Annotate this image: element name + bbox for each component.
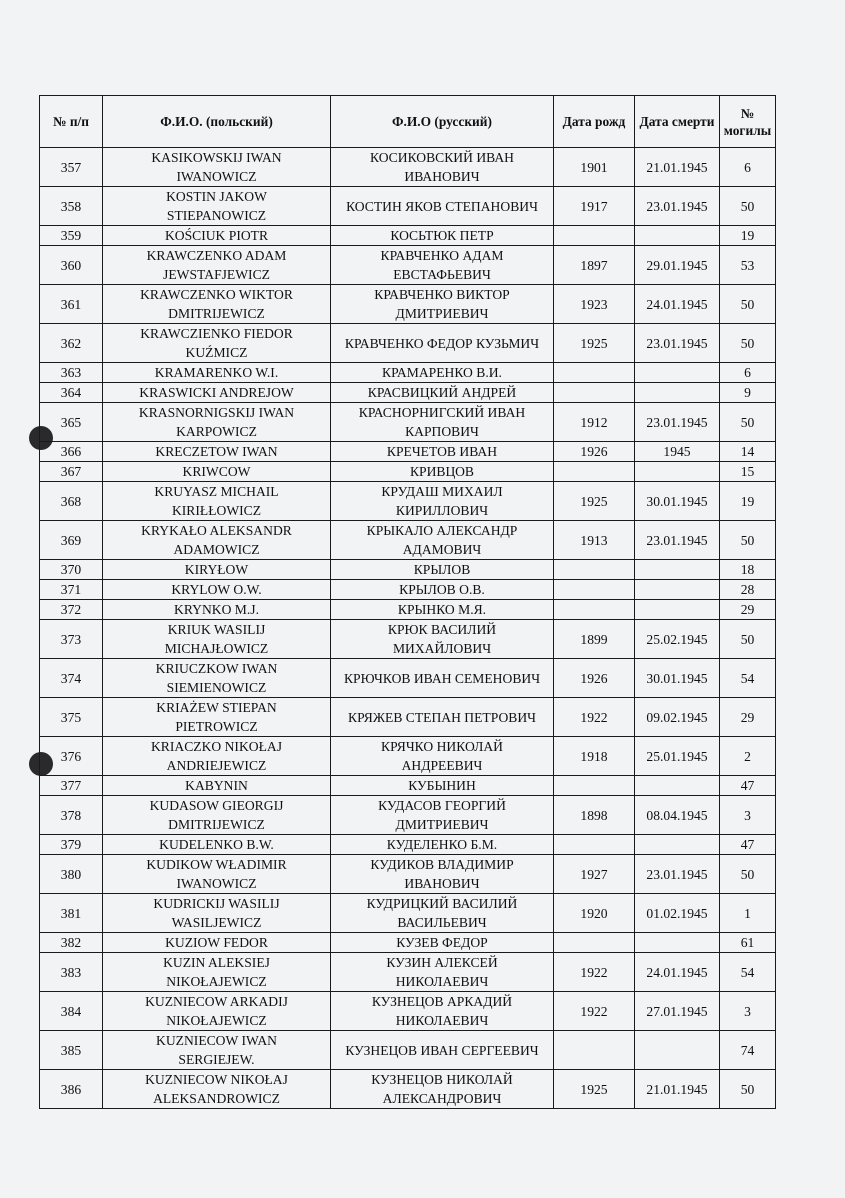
table-row [40,403,776,442]
name-polish-cell: KRAWCZIENKO FIEDOR KUŹMICZ [103,324,331,363]
row-number-cell: 377 [40,776,103,796]
birth-year-cell: 1925 [554,1070,635,1109]
death-date-cell [635,600,720,620]
name-polish-cell: KOŚCIUK PIOTR [103,226,331,246]
name-polish-cell: KRASWICKI ANDREJOW [103,383,331,403]
grave-number-cell: 54 [720,953,776,992]
birth-year-cell: 1922 [554,698,635,737]
birth-year-cell: 1927 [554,855,635,894]
grave-number-cell: 6 [720,363,776,383]
table-row [40,462,776,482]
name-polish-cell: KABYNIN [103,776,331,796]
birth-year-cell [554,600,635,620]
death-date-cell [635,462,720,482]
header-grave-number: № могилы [720,96,776,148]
name-russian-cell: КРИВЦОВ [331,462,554,482]
grave-number-cell: 19 [720,482,776,521]
name-polish-cell: KRAWCZENKO ADAM JEWSTAFJEWICZ [103,246,331,285]
row-number-cell: 371 [40,580,103,600]
name-russian-cell: КРАВЧЕНКО ВИКТОР ДМИТРИЕВИЧ [331,285,554,324]
table-row [40,1070,776,1109]
row-number-cell: 360 [40,246,103,285]
name-polish-cell: KUZNIECOW NIKOŁAJ ALEKSANDROWICZ [103,1070,331,1109]
grave-number-cell: 3 [720,992,776,1031]
row-number-cell: 384 [40,992,103,1031]
grave-number-cell: 47 [720,835,776,855]
name-russian-cell: КРЯЧКО НИКОЛАЙ АНДРЕЕВИЧ [331,737,554,776]
grave-number-cell: 50 [720,403,776,442]
table-row [40,796,776,835]
death-date-cell: 23.01.1945 [635,855,720,894]
row-number-cell: 362 [40,324,103,363]
row-number-cell: 370 [40,560,103,580]
name-polish-cell: KIRYŁOW [103,560,331,580]
name-polish-cell: KASIKOWSKIJ IWAN IWANOWICZ [103,148,331,187]
death-date-cell [635,835,720,855]
table-row [40,442,776,462]
death-date-cell [635,933,720,953]
row-number-cell: 368 [40,482,103,521]
birth-year-cell: 1917 [554,187,635,226]
header-birth-year: Дата рожд [554,96,635,148]
birth-year-cell [554,776,635,796]
table-row [40,659,776,698]
grave-number-cell: 14 [720,442,776,462]
birth-year-cell [554,383,635,403]
grave-number-cell: 18 [720,560,776,580]
burial-register-table [39,95,776,1109]
name-polish-cell: KOSTIN JAKOW STIEPANOWICZ [103,187,331,226]
name-russian-cell: КРАМАРЕНКО В.И. [331,363,554,383]
grave-number-cell: 50 [720,324,776,363]
name-polish-cell: KUDELENKO B.W. [103,835,331,855]
name-polish-cell: KUZNIECOW IWAN SERGIEJEW. [103,1031,331,1070]
grave-number-cell: 15 [720,462,776,482]
name-russian-cell: КУЗНЕЦОВ ИВАН СЕРГЕЕВИЧ [331,1031,554,1070]
name-polish-cell: KRYKAŁO ALEKSANDR ADAMOWICZ [103,521,331,560]
name-russian-cell: КРЫЛОВ [331,560,554,580]
name-polish-cell: KRAWCZENKO WIKTOR DMITRIJEWICZ [103,285,331,324]
birth-year-cell [554,835,635,855]
row-number-cell: 378 [40,796,103,835]
birth-year-cell: 1901 [554,148,635,187]
name-polish-cell: KRIUCZKOW IWAN SIEMIENOWICZ [103,659,331,698]
grave-number-cell: 53 [720,246,776,285]
table-row [40,835,776,855]
death-date-cell: 27.01.1945 [635,992,720,1031]
row-number-cell: 376 [40,737,103,776]
name-polish-cell: KRECZETOW IWAN [103,442,331,462]
death-date-cell: 23.01.1945 [635,324,720,363]
row-number-cell: 386 [40,1070,103,1109]
grave-number-cell: 29 [720,600,776,620]
table-row [40,580,776,600]
name-polish-cell: KUZIOW FEDOR [103,933,331,953]
birth-year-cell: 1926 [554,659,635,698]
row-number-cell: 385 [40,1031,103,1070]
death-date-cell: 25.02.1945 [635,620,720,659]
name-russian-cell: КРАСНОРНИГСКИЙ ИВАН КАРПОВИЧ [331,403,554,442]
birth-year-cell: 1922 [554,992,635,1031]
birth-year-cell [554,933,635,953]
birth-year-cell [554,363,635,383]
row-number-cell: 379 [40,835,103,855]
header-number: № п/п [40,96,103,148]
death-date-cell: 21.01.1945 [635,148,720,187]
grave-number-cell: 61 [720,933,776,953]
name-russian-cell: КУЗЕВ ФЕДОР [331,933,554,953]
death-date-cell [635,363,720,383]
table-row [40,226,776,246]
name-russian-cell: КРАВЧЕНКО ФЕДОР КУЗЬМИЧ [331,324,554,363]
row-number-cell: 364 [40,383,103,403]
death-date-cell [635,226,720,246]
grave-number-cell: 50 [720,620,776,659]
death-date-cell: 25.01.1945 [635,737,720,776]
birth-year-cell: 1913 [554,521,635,560]
name-russian-cell: КУЗНЕЦОВ НИКОЛАЙ АЛЕКСАНДРОВИЧ [331,1070,554,1109]
name-russian-cell: КУДЕЛЕНКО Б.М. [331,835,554,855]
death-date-cell [635,560,720,580]
name-polish-cell: KUDRICKIJ WASILIJ WASILJEWICZ [103,894,331,933]
death-date-cell: 30.01.1945 [635,659,720,698]
row-number-cell: 369 [40,521,103,560]
name-russian-cell: КОСТИН ЯКОВ СТЕПАНОВИЧ [331,187,554,226]
birth-year-cell: 1920 [554,894,635,933]
name-russian-cell: КРЯЖЕВ СТЕПАН ПЕТРОВИЧ [331,698,554,737]
birth-year-cell: 1923 [554,285,635,324]
grave-number-cell: 1 [720,894,776,933]
birth-year-cell: 1912 [554,403,635,442]
row-number-cell: 367 [40,462,103,482]
grave-number-cell: 28 [720,580,776,600]
name-russian-cell: КРЫЛОВ О.В. [331,580,554,600]
row-number-cell: 382 [40,933,103,953]
header-name-polish: Ф.И.О. (польский) [103,96,331,148]
name-polish-cell: KRUYASZ MICHAIL KIRIŁŁOWICZ [103,482,331,521]
birth-year-cell: 1897 [554,246,635,285]
table-row [40,324,776,363]
table-row [40,855,776,894]
table-row [40,363,776,383]
name-russian-cell: КРЕЧЕТОВ ИВАН [331,442,554,462]
birth-year-cell: 1925 [554,482,635,521]
birth-year-cell: 1922 [554,953,635,992]
birth-year-cell [554,560,635,580]
name-russian-cell: КРЮК ВАСИЛИЙ МИХАЙЛОВИЧ [331,620,554,659]
birth-year-cell [554,226,635,246]
table-row [40,246,776,285]
name-russian-cell: КРУДАШ МИХАИЛ КИРИЛЛОВИЧ [331,482,554,521]
death-date-cell: 21.01.1945 [635,1070,720,1109]
death-date-cell: 29.01.1945 [635,246,720,285]
table-row [40,187,776,226]
name-russian-cell: КУБЫНИН [331,776,554,796]
birth-year-cell [554,580,635,600]
row-number-cell: 381 [40,894,103,933]
birth-year-cell: 1898 [554,796,635,835]
grave-number-cell: 50 [720,187,776,226]
table-row [40,737,776,776]
table-row [40,521,776,560]
row-number-cell: 357 [40,148,103,187]
death-date-cell [635,383,720,403]
death-date-cell: 23.01.1945 [635,521,720,560]
death-date-cell: 1945 [635,442,720,462]
name-russian-cell: КРАСВИЦКИЙ АНДРЕЙ [331,383,554,403]
name-russian-cell: КРЫНКО М.Я. [331,600,554,620]
grave-number-cell: 54 [720,659,776,698]
grave-number-cell: 19 [720,226,776,246]
name-russian-cell: КОСИКОВСКИЙ ИВАН ИВАНОВИЧ [331,148,554,187]
table-row [40,953,776,992]
row-number-cell: 361 [40,285,103,324]
death-date-cell [635,1031,720,1070]
name-polish-cell: KRAMARENKO W.I. [103,363,331,383]
name-russian-cell: КРАВЧЕНКО АДАМ ЕВСТАФЬЕВИЧ [331,246,554,285]
row-number-cell: 375 [40,698,103,737]
name-polish-cell: KUZIN ALEKSIEJ NIKOŁAJEWICZ [103,953,331,992]
row-number-cell: 365 [40,403,103,442]
grave-number-cell: 6 [720,148,776,187]
name-russian-cell: КУДАСОВ ГЕОРГИЙ ДМИТРИЕВИЧ [331,796,554,835]
grave-number-cell: 50 [720,285,776,324]
grave-number-cell: 50 [720,855,776,894]
name-russian-cell: КРЫКАЛО АЛЕКСАНДР АДАМОВИЧ [331,521,554,560]
birth-year-cell: 1899 [554,620,635,659]
grave-number-cell: 9 [720,383,776,403]
death-date-cell [635,580,720,600]
table-row [40,992,776,1031]
name-polish-cell: KRASNORNIGSKIJ IWAN KARPOWICZ [103,403,331,442]
name-russian-cell: КУДРИЦКИЙ ВАСИЛИЙ ВАСИЛЬЕВИЧ [331,894,554,933]
death-date-cell: 24.01.1945 [635,285,720,324]
death-date-cell: 01.02.1945 [635,894,720,933]
name-polish-cell: KRYLOW O.W. [103,580,331,600]
row-number-cell: 363 [40,363,103,383]
row-number-cell: 373 [40,620,103,659]
table-row [40,600,776,620]
name-polish-cell: KUDASOW GIEORGIJ DMITRIJEWICZ [103,796,331,835]
table-row [40,482,776,521]
name-polish-cell: KUZNIECOW ARKADIJ NIKOŁAJEWICZ [103,992,331,1031]
row-number-cell: 374 [40,659,103,698]
table-row [40,560,776,580]
name-polish-cell: KUDIKOW WŁADIMIR IWANOWICZ [103,855,331,894]
death-date-cell [635,776,720,796]
row-number-cell: 359 [40,226,103,246]
table-row [40,776,776,796]
row-number-cell: 366 [40,442,103,462]
header-name-russian: Ф.И.О (русский) [331,96,554,148]
table-row [40,698,776,737]
grave-number-cell: 74 [720,1031,776,1070]
death-date-cell: 09.02.1945 [635,698,720,737]
death-date-cell: 23.01.1945 [635,187,720,226]
name-polish-cell: KRIACZKO NIKOŁAJ ANDRIEJEWICZ [103,737,331,776]
table-row [40,148,776,187]
grave-number-cell: 29 [720,698,776,737]
grave-number-cell: 47 [720,776,776,796]
birth-year-cell: 1918 [554,737,635,776]
table-row [40,285,776,324]
grave-number-cell: 2 [720,737,776,776]
table-row [40,383,776,403]
death-date-cell: 08.04.1945 [635,796,720,835]
birth-year-cell [554,1031,635,1070]
name-russian-cell: КРЮЧКОВ ИВАН СЕМЕНОВИЧ [331,659,554,698]
name-polish-cell: KRYNKO M.J. [103,600,331,620]
row-number-cell: 383 [40,953,103,992]
death-date-cell: 30.01.1945 [635,482,720,521]
table-row [40,894,776,933]
name-russian-cell: КУДИКОВ ВЛАДИМИР ИВАНОВИЧ [331,855,554,894]
table-body [40,148,776,1109]
table-header-row [40,96,776,148]
birth-year-cell: 1925 [554,324,635,363]
name-russian-cell: КУЗНЕЦОВ АРКАДИЙ НИКОЛАЕВИЧ [331,992,554,1031]
table-row [40,620,776,659]
name-polish-cell: KRIAŻEW STIEPAN PIETROWICZ [103,698,331,737]
birth-year-cell: 1926 [554,442,635,462]
death-date-cell: 24.01.1945 [635,953,720,992]
table-row [40,933,776,953]
name-polish-cell: KRIWCOW [103,462,331,482]
row-number-cell: 358 [40,187,103,226]
name-polish-cell: KRIUK WASILIJ MICHAJŁOWICZ [103,620,331,659]
row-number-cell: 372 [40,600,103,620]
grave-number-cell: 3 [720,796,776,835]
table-row [40,1031,776,1070]
name-russian-cell: КУЗИН АЛЕКСЕЙ НИКОЛАЕВИЧ [331,953,554,992]
birth-year-cell [554,462,635,482]
row-number-cell: 380 [40,855,103,894]
grave-number-cell: 50 [720,521,776,560]
name-russian-cell: КОСЬТЮК ПЕТР [331,226,554,246]
header-death-date: Дата смерти [635,96,720,148]
grave-number-cell: 50 [720,1070,776,1109]
death-date-cell: 23.01.1945 [635,403,720,442]
